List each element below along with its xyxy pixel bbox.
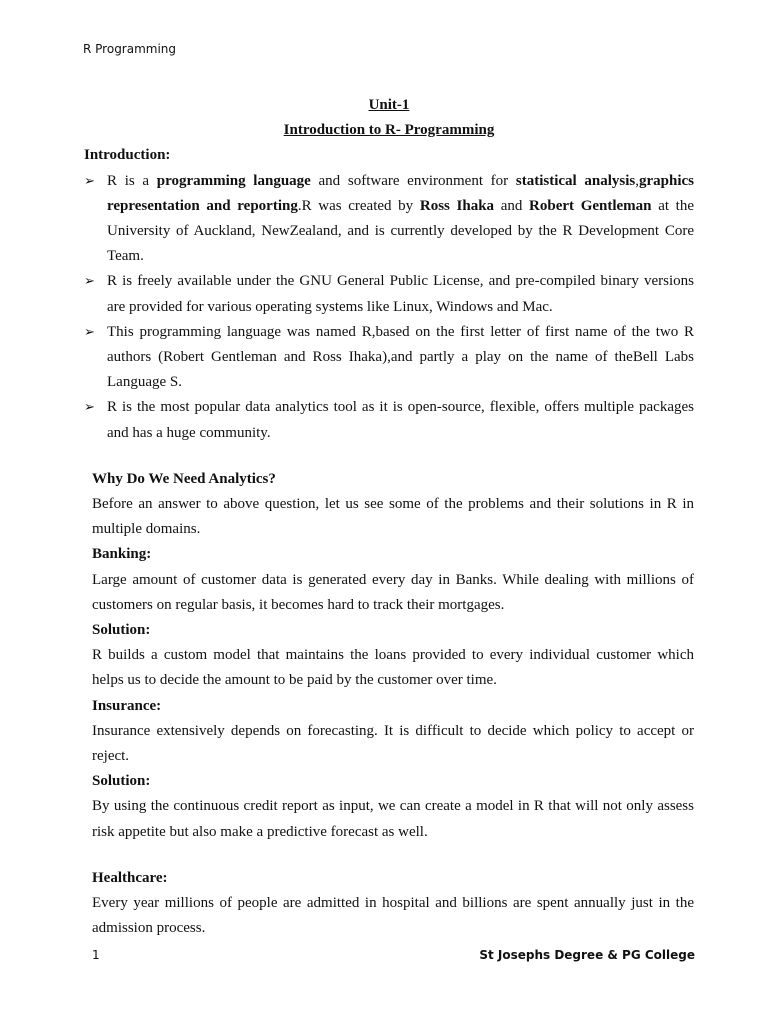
intro-bullet-list [84,169,694,446]
bold-term: Ross Ihaka [419,197,495,214]
bullet-item: ➢ R is freely available under the GNU General Public License, and pre-compiled binary versions are provided for various operating systems like Linux, Windows and Mac. [84,269,694,319]
bullet-item: ➢ R is a programming language and software environment for statistical analysis,graphics representation and reporting.R was created by Ross Ihaka and Robert Gentleman at the University of Auckland, NewZealand, and is currently developed by the R Development Core Team. [84,169,694,270]
unit-title: Unit-1 [368,97,410,113]
insurance-solution-heading: Solution: [92,773,151,790]
arrow-bullet-icon: ➢ [84,324,95,340]
running-header: R Programming [83,42,177,56]
why-heading: Why Do We Need Analytics? [92,470,276,487]
arrow-bullet-icon: ➢ [84,400,95,416]
insurance-solution-text: By using the continuous credit report as input, we can create a model in R that will not only assess risk appetite but also make a predictive forecast as well. [92,798,694,840]
healthcare-heading: Healthcare: [92,869,168,886]
insurance-text: Insurance extensively depends on forecasting. It is difficult to decide which policy to accept or reject. [92,722,694,765]
arrow-bullet-icon: ➢ [84,173,95,189]
banking-solution-text: R builds a custom model that maintains the loans provided to every individual customer which helps us to decide the amount to be paid by the customer over time. [92,647,694,689]
banking-heading: Banking: [92,546,152,563]
bullet-item: ➢ This programming language was named R,based on the first letter of first name of the two R authors (Robert Gentleman and Ross Ihaka),and partly a play on the name of theBell Labs Language S. [84,320,694,396]
page-number: 1 [92,948,100,962]
chapter-title: Introduction to R- Programming [283,122,495,139]
intro-heading: Introduction: [84,147,171,164]
bold-term: programming language [156,172,311,189]
page-content [84,93,694,942]
bold-term: graphics representation and reporting [107,172,694,214]
bold-term: statistical analysis [515,172,636,189]
healthcare-text: Every year millions of people are admitted in hospital and billions are spent annually just in the admission process. [92,895,694,937]
arrow-bullet-icon: ➢ [84,274,95,290]
why-text: Before an answer to above question, let us see some of the problems and their solutions in R in multiple domains. [92,496,694,538]
bold-term: Robert Gentleman [529,197,652,214]
college-name: St Josephs Degree & PG College [479,948,695,962]
banking-text: Large amount of customer data is generated every day in Banks. While dealing with millions of customers on regular basis, it becomes hard to track their mortgages. [92,571,694,613]
insurance-heading: Insurance: [92,697,162,714]
bullet-item: ➢ R is the most popular data analytics tool as it is open-source, flexible, offers multiple packages and has a huge community. [84,395,694,445]
banking-solution-heading: Solution: [92,622,151,639]
